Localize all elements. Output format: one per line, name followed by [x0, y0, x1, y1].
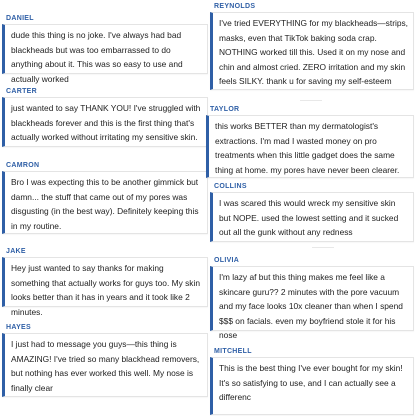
review-hayes — [2, 323, 208, 415]
review-text: Bro I was expecting this to be another gimmick but damn... the stuff that came out of my pores was disgusting (in the best way). Definitely keeping this in my routine. — [11, 177, 199, 231]
review-collins — [210, 182, 414, 242]
reviewer-name: DANIEL — [6, 15, 34, 22]
review-card — [2, 97, 208, 147]
review-text: This is the best thing I've ever bought for my skin! It's so satisfying to use, and I can actually see a differenc — [219, 363, 403, 403]
reviewer-name: REYNOLDS — [214, 3, 256, 10]
review-card — [210, 266, 414, 341]
review-olivia — [210, 256, 414, 341]
reviewer-name: CARTER — [6, 88, 37, 95]
review-text: dude this thing is no joke. I've always had bad blackheads but was too embarrassed to do anything about it. This was so easy to use and actually worked — [11, 30, 183, 84]
review-text: I've tried EVERYTHING for my blackheads—strips, masks, even that TikTok baking soda crap. NOTHING worked till this. Used it on my nose and chin and almost cried. ZERO irritation and my skin feels SILKY. thank u for saving my self-esteem — [219, 18, 409, 87]
review-card — [2, 171, 208, 234]
review-card — [2, 333, 208, 397]
review-carter — [2, 87, 208, 157]
review-text: I'm lazy af but this thing makes me feel like a skincare guru?? 2 minutes with the pore vacuum and my face looks 10x cleaner than when I spend $$$ on facials. even my boyfriend stole it for his nose — [219, 272, 403, 341]
reviewer-name: CAMRON — [6, 162, 40, 169]
review-text: I just had to message you guys—this thing is AMAZING! I've tried so many blackhead removers, but nothing has ever worked this well. My nose is finally clear — [11, 339, 200, 393]
review-daniel — [2, 14, 208, 84]
review-taylor — [206, 105, 414, 185]
divider — [300, 100, 322, 101]
review-jake — [2, 247, 208, 317]
reviewer-name: COLLINS — [214, 183, 247, 190]
review-card — [210, 192, 414, 242]
review-card — [210, 357, 414, 415]
review-reynolds — [210, 2, 414, 86]
review-card — [210, 12, 414, 90]
divider — [312, 247, 334, 248]
reviewer-name: JAKE — [6, 248, 26, 255]
review-mitchell — [210, 347, 414, 415]
reviewer-name: OLIVIA — [214, 257, 240, 264]
reviewer-name: TAYLOR — [210, 106, 240, 113]
review-card — [206, 115, 414, 178]
review-text: this works BETTER than my dermatologist's extractions. I'm mad I wasted money on pro treatments when this little gadget does the same thing at home. my pores have never been clearer. — [215, 121, 400, 175]
review-card — [2, 257, 208, 317]
review-text: Hey just wanted to say thanks for making something that actually works for guys too. My skin looks better than it has in years and it took like 2 minutes. — [11, 263, 200, 317]
review-camron — [2, 161, 208, 231]
review-text: I was scared this would wreck my sensitive skin but NOPE. used the lowest setting and it sucked out all the gunk without any redness — [219, 198, 399, 238]
review-card — [2, 24, 208, 84]
reviewer-name: HAYES — [6, 324, 31, 331]
reviewer-name: MITCHELL — [214, 348, 252, 355]
review-text: just wanted to say THANK YOU! I've struggled with blackheads forever and this is the first thing that's actually worked without irritating my sensitive skin. — [11, 103, 201, 143]
